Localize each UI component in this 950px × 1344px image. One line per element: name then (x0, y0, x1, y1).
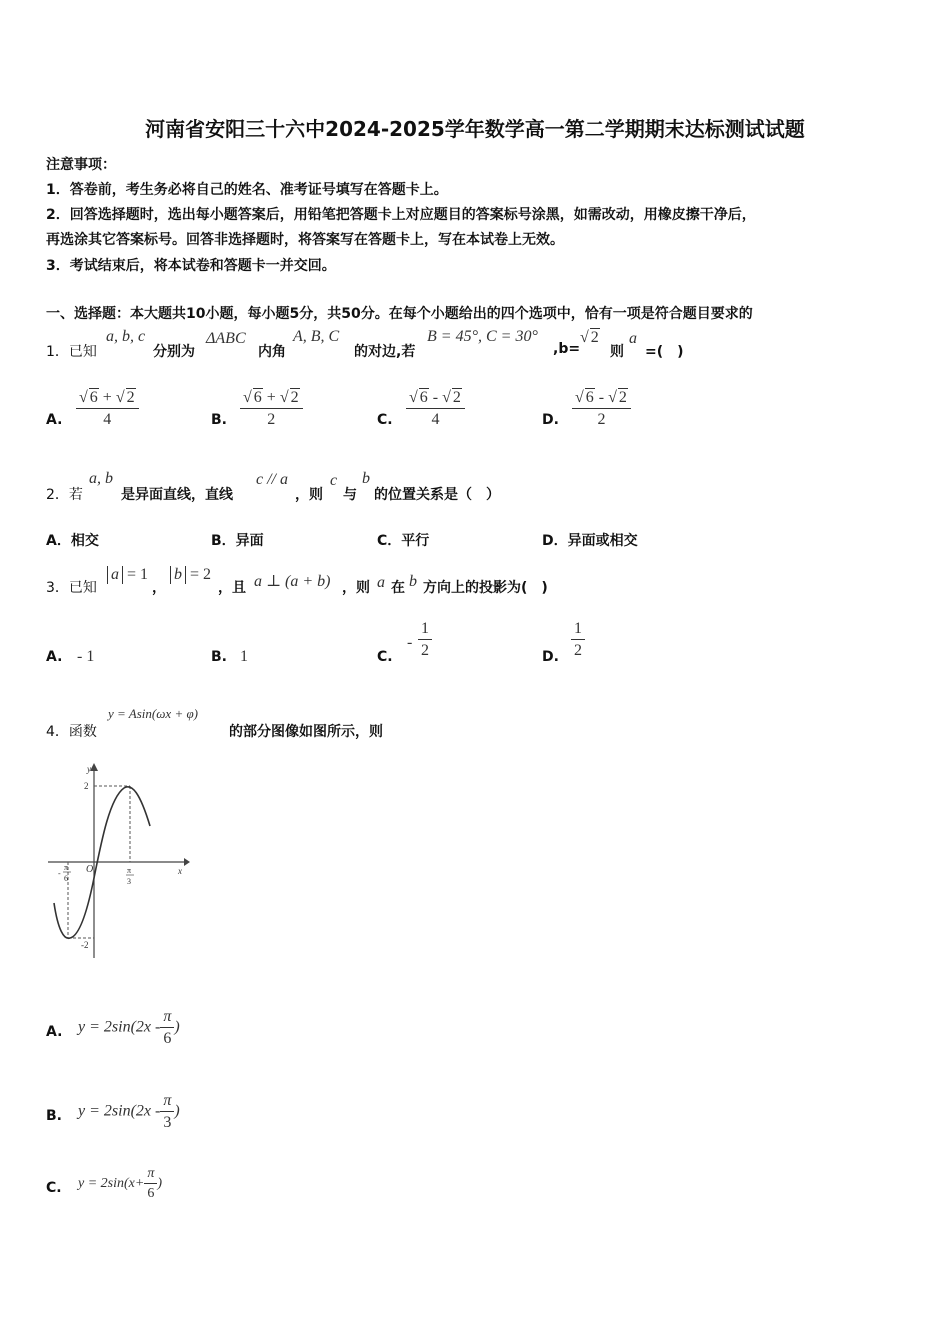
y-max-label: 2 (84, 781, 89, 791)
q3-text: 在 (391, 580, 405, 596)
q1-option-d-label[interactable]: D. (542, 412, 559, 428)
q1-text: 的对边,若 (354, 344, 416, 360)
x-axis-arrow-icon (184, 858, 190, 866)
q2-option-c[interactable]: C．平行 (377, 533, 430, 549)
q3-option-a-label[interactable]: A. (46, 649, 63, 665)
q1-option-c-value: $\frac{√ 6 - √ 2}{4}$ (406, 388, 465, 429)
q1-b-value: √ 2 (580, 329, 599, 346)
q2-option-b[interactable]: B．异面 (211, 533, 264, 549)
q3-perp: a ⊥ (a + b) (254, 573, 331, 590)
q3-abs-b: b = 2 (170, 566, 211, 584)
x-right-num: π (127, 866, 132, 875)
notice-item: 3．考试结束后，将本试卷和答题卡一并交回。 (46, 258, 336, 274)
notice-item: 再选涂其它答案标号。回答非选择题时，将答案写在答题卡上，写在本试卷上无效。 (46, 232, 564, 248)
q1-a: a (629, 330, 637, 347)
q3-text: ， (152, 580, 166, 596)
x-left-num: π (64, 863, 69, 872)
x-axis-label: x (178, 866, 182, 876)
q1-option-a-label[interactable]: A. (46, 412, 63, 428)
q3-option-c-label[interactable]: C. (377, 649, 393, 665)
q2-c: c (330, 472, 338, 489)
page-title: 河南省安阳三十六中2024-2025学年数学高一第二学期期末达标测试试题 (145, 117, 805, 141)
q4-option-c-value: y = 2sin(x+ $\frac{\pi}{6}$ ) (78, 1166, 163, 1201)
y-axis-arrow-icon (90, 763, 98, 771)
q3-text: ，且 (218, 580, 246, 596)
q2-text: 的位置关系是（ ） (374, 487, 500, 503)
q1-text: 则 (610, 344, 624, 360)
q2-c-parallel-a: c // a (256, 471, 288, 488)
q1-triangle: ΔABC (206, 330, 246, 347)
q3-option-a-value: - 1 (77, 648, 95, 665)
q2-b: b (362, 470, 370, 487)
q3-b: b (409, 573, 417, 590)
section-heading: 一、选择题：本大题共10小题，每小题5分，共50分。在每个小题给出的四个选项中，恰有一项是符合题目要求的 (46, 306, 753, 322)
q2-number: 2．若 (46, 487, 83, 503)
q3-a: a (377, 574, 385, 591)
sqrt-symbol: √ (580, 329, 589, 346)
q4-option-c-label[interactable]: C. (46, 1180, 62, 1196)
notice-item: 2．回答选择题时，选出每小题答案后，用铅笔把答题卡上对应题目的答案标号涂黑，如需改动，用橡皮擦干净后， (46, 207, 756, 223)
q4-option-b-label[interactable]: B. (46, 1108, 62, 1124)
q2-option-a[interactable]: A．相交 (46, 533, 99, 549)
q3-option-b-label[interactable]: B. (211, 649, 227, 665)
q2-text: 是异面直线，直线 (121, 487, 233, 503)
q2-ab: a, b (89, 470, 113, 487)
q1-text: 分别为 (153, 344, 195, 360)
x-left-sign: - (58, 869, 61, 878)
q3-option-b-value: 1 (240, 648, 248, 665)
q1-option-b-value: $\frac{√ 6 + √ 2}{2}$ (240, 388, 303, 429)
origin-label: O (86, 864, 94, 875)
q2-option-d[interactable]: D．异面或相交 (542, 533, 638, 549)
x-left-den: 6 (64, 874, 68, 883)
q4-option-a-label[interactable]: A. (46, 1024, 63, 1040)
q3-option-c-sign: - (407, 634, 413, 651)
q3-option-d-value: $\frac{1}{2}$ (571, 620, 585, 660)
q3-number: 3．已知 (46, 580, 97, 596)
q3-text: 方向上的投影为( ) (423, 580, 548, 596)
q1-text: ,b= (553, 341, 581, 357)
q4-number: 4．函数 (46, 724, 97, 740)
q1-option-b-label[interactable]: B. (211, 412, 227, 428)
q4-function: y = Asin(ωx + φ) (108, 706, 198, 721)
notice-item: 1．答卷前，考生务必将自己的姓名、准考证号填写在答题卡上。 (46, 182, 448, 198)
q3-abs-a: a = 1 (107, 566, 148, 584)
q3-option-d-label[interactable]: D. (542, 649, 559, 665)
q3-option-c-value: $\frac{1}{2}$ (418, 620, 432, 660)
q4-text: 的部分图像如图所示，则 (229, 724, 383, 740)
q1-option-a-value: $\frac{√ 6 + √ 2}{4}$ (76, 388, 139, 429)
q1-condition: B = 45°, C = 30° (427, 328, 538, 345)
q1-angles: A, B, C (293, 328, 340, 345)
q1-option-d-value: $\frac{√ 6 - √ 2}{2}$ (572, 388, 631, 429)
q4-option-a-value: y = 2sin(2x - $\frac{\pi}{6}$ ) (78, 1008, 180, 1047)
q1-abc: a, b, c (106, 328, 146, 345)
q1-option-c-label[interactable]: C. (377, 412, 393, 428)
y-axis-label: y (87, 764, 91, 774)
notice-heading: 注意事项： (46, 157, 116, 173)
y-min-label: -2 (81, 940, 89, 950)
q1-text: 内角 (258, 344, 286, 360)
q1-text: =( ) (645, 344, 684, 360)
q1-number: 1．已知 (46, 344, 97, 360)
q2-text: ，则 (295, 487, 323, 503)
x-right-den: 3 (127, 877, 131, 886)
q2-text: 与 (343, 487, 357, 503)
q3-text: ，则 (342, 580, 370, 596)
q4-graph (44, 758, 194, 963)
q4-option-b-value: y = 2sin(2x - $\frac{\pi}{3}$ ) (78, 1092, 180, 1131)
